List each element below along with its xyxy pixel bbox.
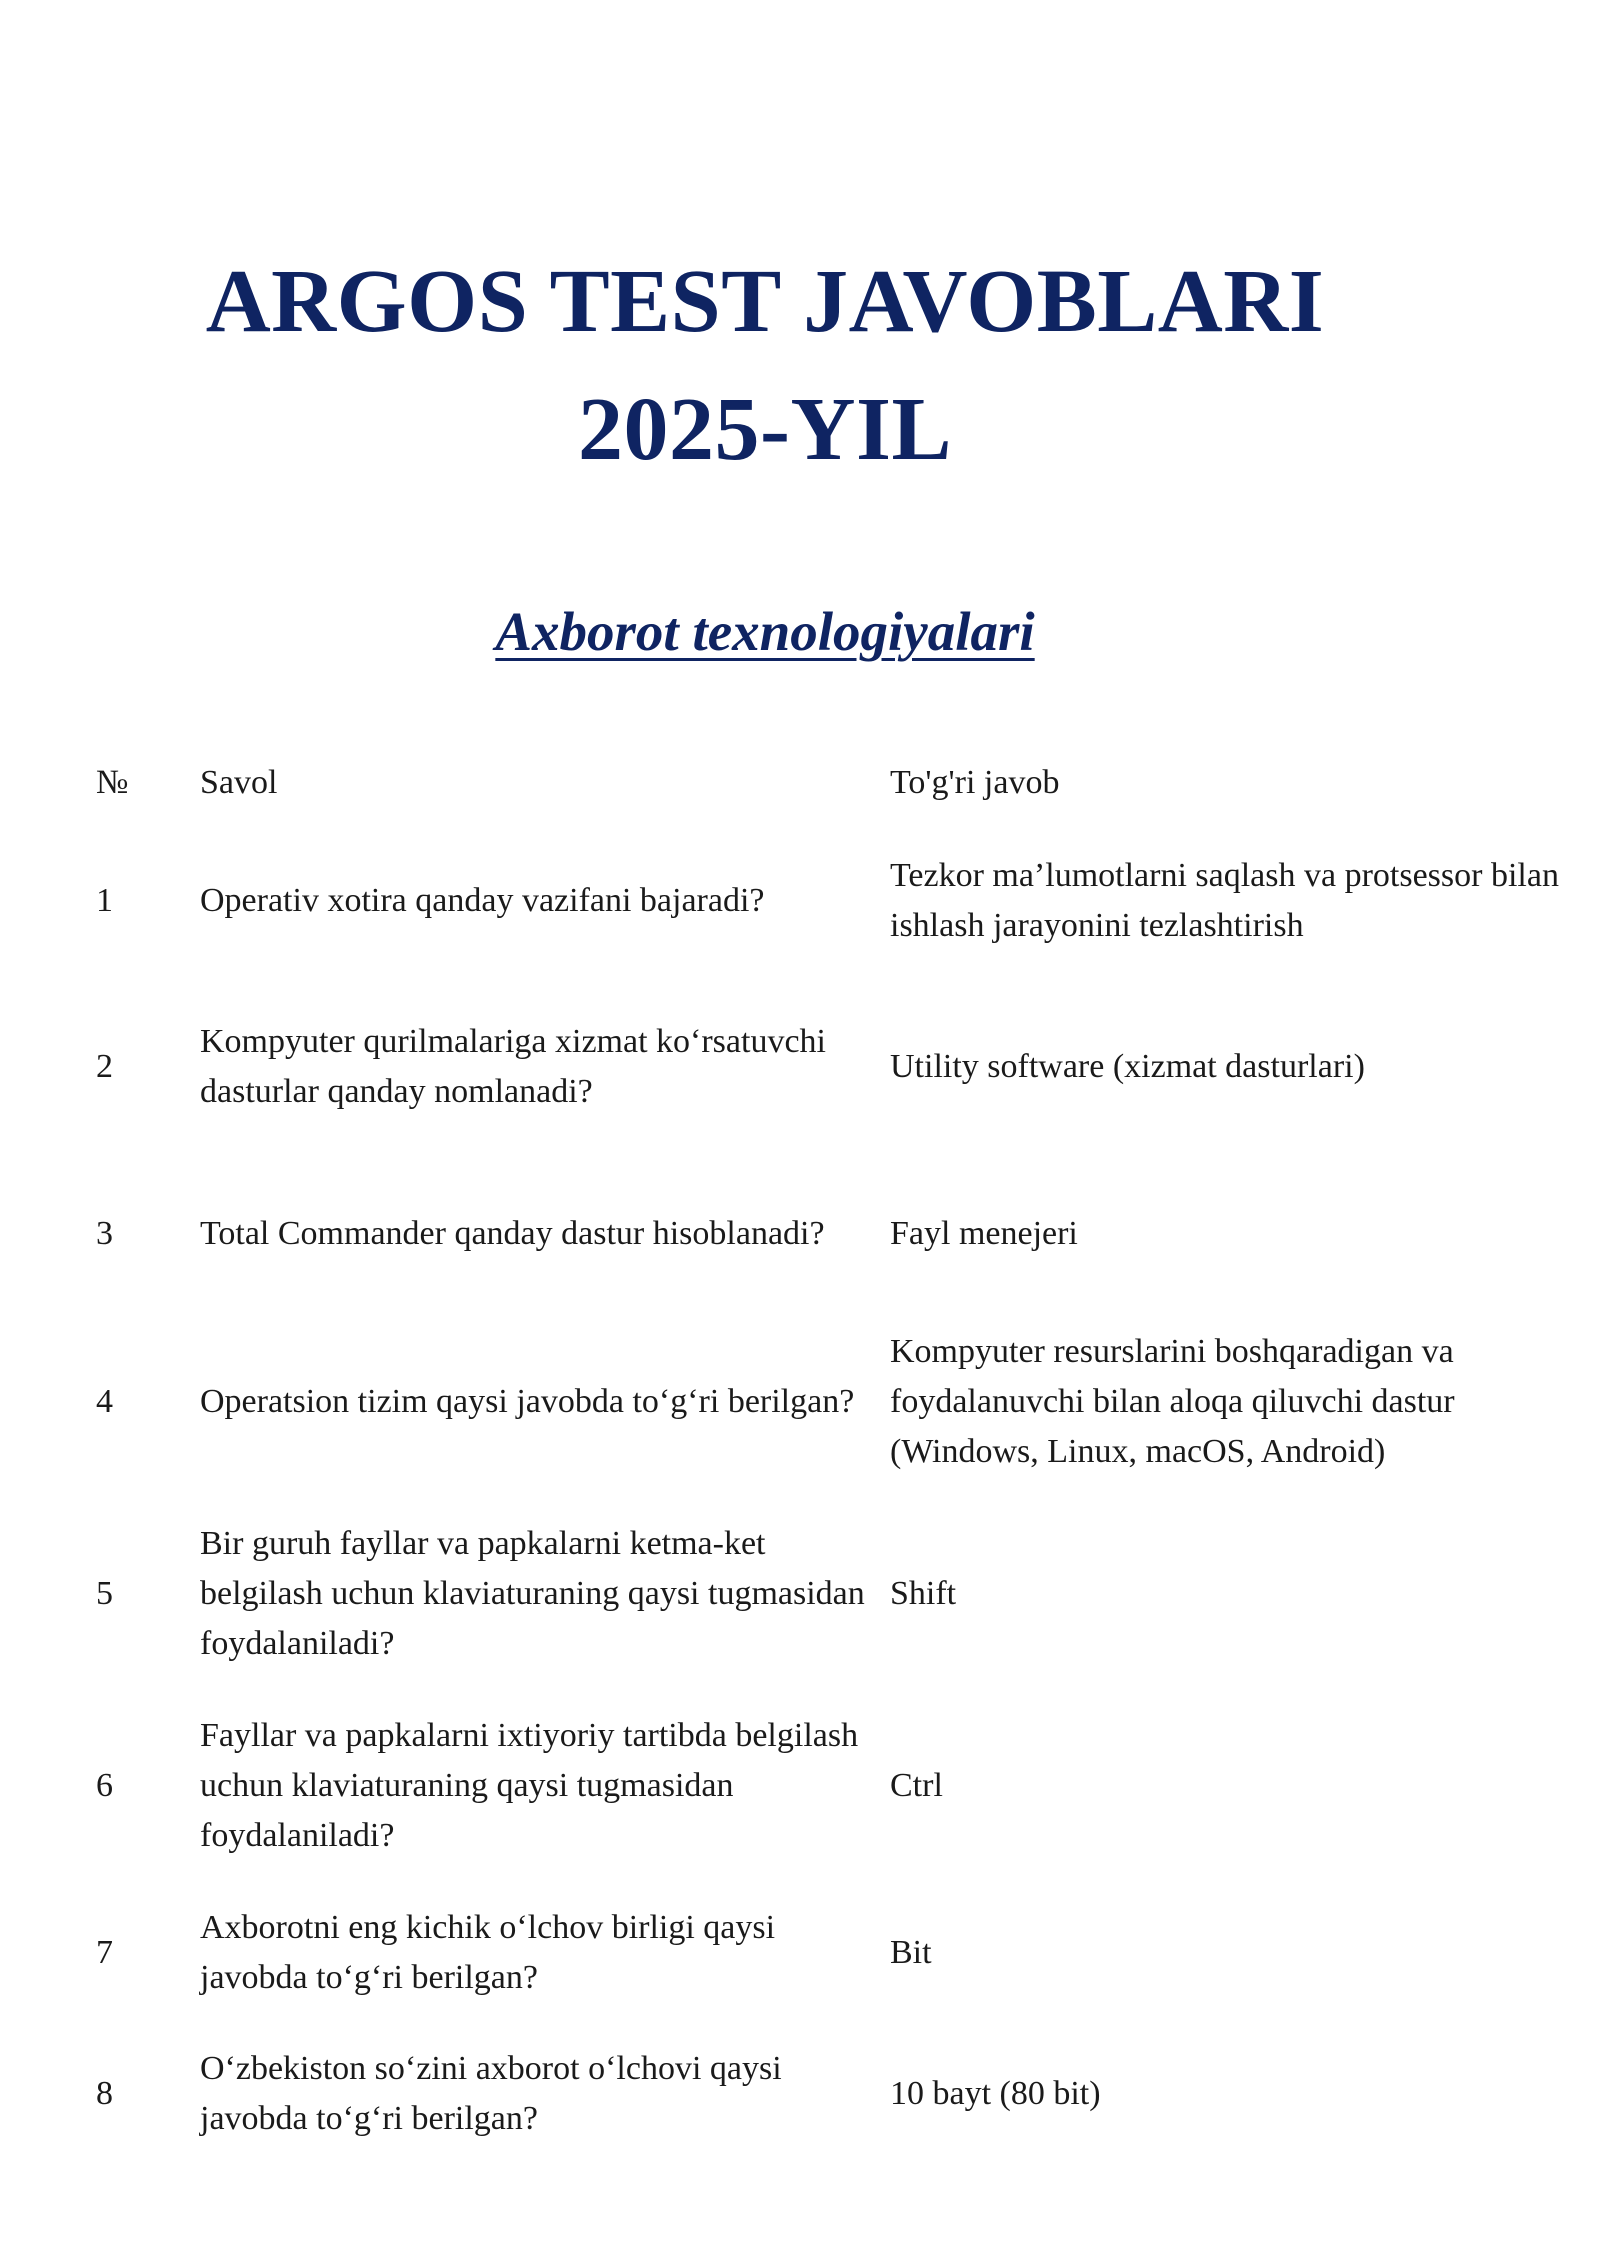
row-question: Total Commander qanday dastur hisoblanadi? bbox=[200, 1215, 825, 1252]
title-line-1: ARGOS TEST JAVOBLARI bbox=[205, 252, 1325, 351]
row-number: 7 bbox=[96, 1933, 113, 1971]
row-answer: Kompyuter resurslarini boshqaradigan va foydalanuvchi bilan aloqa qiluvchi dastur (Windows, Linux, macOS, Android) bbox=[890, 1332, 1455, 1470]
row-number: 8 bbox=[96, 2075, 113, 2112]
header-number: № bbox=[96, 764, 129, 801]
row-answer: Utility software (xizmat dasturlari) bbox=[890, 1048, 1365, 1085]
table-row bbox=[96, 1498, 1566, 1690]
row-question: O‘zbekiston so‘zini axborot o‘lchovi qaysi javobda to‘g‘ri berilgan? bbox=[200, 2050, 782, 2137]
table-header-row bbox=[96, 735, 1566, 831]
row-question: Operatsion tizim qaysi javobda to‘g‘ri berilgan? bbox=[200, 1382, 855, 1420]
table-row bbox=[96, 1163, 1566, 1305]
document-title bbox=[0, 238, 1530, 494]
table-row bbox=[96, 971, 1566, 1163]
row-answer: Tezkor ma’lumotlarni saqlash va protsessor bilan ishlash jarayonini tezlashtirish bbox=[890, 857, 1559, 944]
row-answer: 10 bayt (80 bit) bbox=[890, 2075, 1101, 2112]
row-question: Fayllar va papkalarni ixtiyoriy tartibda belgilash uchun klaviaturaning qaysi tugmasidan foydalaniladi? bbox=[200, 1716, 859, 1854]
row-number: 4 bbox=[96, 1382, 113, 1420]
row-answer: Shift bbox=[890, 1575, 957, 1612]
qa-table bbox=[96, 735, 1566, 2164]
row-answer: Bit bbox=[890, 1933, 932, 1971]
row-number: 1 bbox=[96, 882, 113, 919]
table-row bbox=[96, 1305, 1566, 1498]
section-title bbox=[0, 600, 1530, 664]
row-number: 5 bbox=[96, 1575, 113, 1612]
row-number: 3 bbox=[96, 1215, 113, 1252]
row-question: Axborotni eng kichik o‘lchov birligi qaysi javobda to‘g‘ri berilgan? bbox=[200, 1908, 776, 1996]
table-row bbox=[96, 1881, 1566, 2024]
row-answer: Ctrl bbox=[890, 1766, 943, 1804]
table-row bbox=[96, 831, 1566, 971]
row-number: 6 bbox=[96, 1766, 113, 1804]
header-question: Savol bbox=[200, 764, 278, 801]
title-line-2: 2025-YIL bbox=[577, 380, 953, 479]
row-question: Operativ xotira qanday vazifani bajaradi? bbox=[200, 882, 765, 919]
table-row bbox=[96, 1690, 1566, 1881]
row-question: Bir guruh fayllar va papkalarni ketma-ket belgilash uchun klaviaturaning qaysi tugmasidan foydalaniladi? bbox=[200, 1525, 865, 1662]
table-row bbox=[96, 2024, 1566, 2164]
row-number: 2 bbox=[96, 1048, 113, 1085]
row-question: Kompyuter qurilmalariga xizmat ko‘rsatuvchi dasturlar qanday nomlanadi? bbox=[200, 1023, 826, 1110]
header-answer: To'g'ri javob bbox=[890, 764, 1060, 801]
section-title-text: Axborot texnologiyalari bbox=[495, 601, 1035, 662]
row-answer: Fayl menejeri bbox=[890, 1215, 1078, 1252]
